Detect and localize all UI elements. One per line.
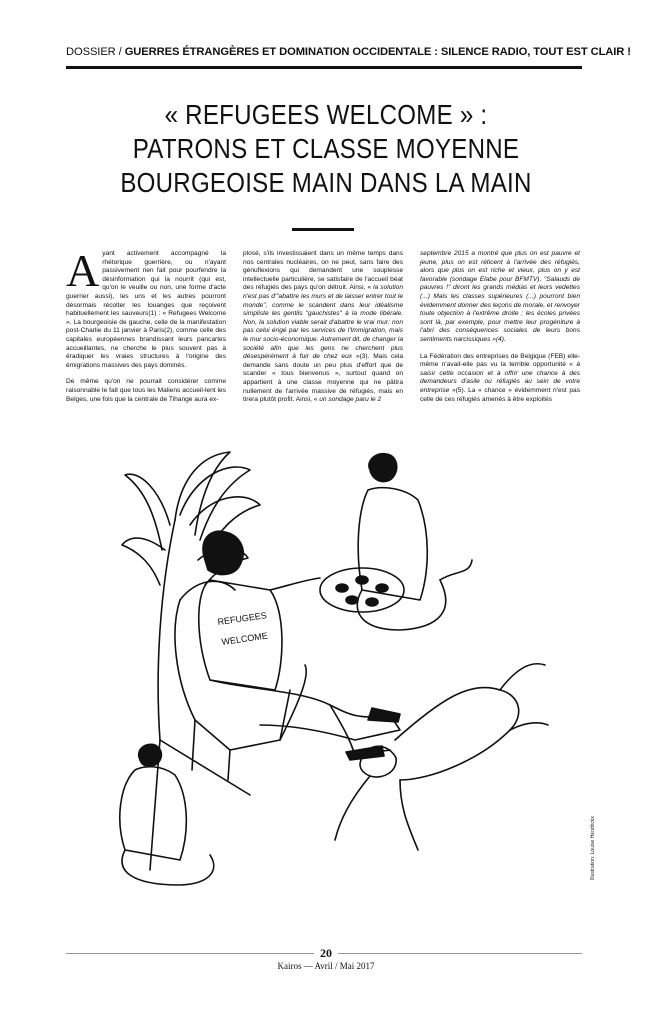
header-subtitle: GUERRES ÉTRANGÈRES ET DOMINATION OCCIDENTALE : SILENCE RADIO, TOUT EST CLAIR ! bbox=[124, 46, 631, 58]
title-line-3: BOURGEOISE MAIN DANS LA MAIN bbox=[120, 167, 532, 198]
text-run: plosé, s'ils investissaient dans un même temps dans nos centrales nucléaires, on ne peut, sans faire des génuflexions qui demandent une souplesse intellectuelle particulière, se satisfaire de l'accueil béat des réfugiés des pays qu'on détruit. Ainsi, « bbox=[243, 250, 403, 292]
text-run: La Fédération des entreprises de Belgique (FEB) elle-même n'avait-elle pas vu la terrible opportunité « bbox=[420, 352, 580, 369]
section-header bbox=[66, 46, 631, 64]
paragraph bbox=[66, 245, 226, 370]
article-column-2 bbox=[243, 250, 403, 413]
paragraph bbox=[420, 353, 580, 405]
title-line-2: PATRONS ET CLASSE MOYENNE bbox=[132, 133, 520, 164]
tray-man-drawing bbox=[320, 454, 472, 630]
publication-footer: Kairos — Avril / Mai 2017 bbox=[277, 961, 375, 971]
title-rule bbox=[292, 228, 354, 231]
article-column-3 bbox=[420, 250, 580, 412]
illustration bbox=[100, 440, 552, 910]
fan-holder-drawing bbox=[120, 740, 250, 885]
armchair-drawing bbox=[175, 581, 306, 780]
woman-figure-drawing bbox=[199, 531, 400, 760]
quote-run: à saisir cette occasion et à offrir une chance à des demandeurs d'asile ou réfugiés au sein de votre entreprise bbox=[420, 361, 580, 394]
palm-fan-drawing bbox=[122, 452, 260, 870]
article-column-1 bbox=[66, 245, 226, 412]
paragraph: septembre 2015 a montré que plus on est pauvre et jeune, plus on est réticent à l'arrivée des réfugiés, alors que plus on est riche et vieux, plus on y est favorable (sondage Elabe pour BFMTV). "Salauds de pauvres !" diront les grands médias et leurs vedettes (...) Mais les classes supérieures (...) pourront bien évidemment donner des leçons de morale, et renvoyer toute objection à l'extrême droite ; les écoles privées sont là, par exemple, pour mettre leur progéniture à l'abri des conséquences sociales de leurs bons sentiments narcissiques »(4). bbox=[420, 250, 580, 343]
paragraph: De même qu'on ne pourrait considérer comme raisonnable le fait que tous les Maliens accueil-lent les Belges, une fois que la centrale de Tihange aura ex- bbox=[66, 378, 226, 403]
illustration-credit: Illustration: Louise Hendrickx bbox=[590, 816, 596, 880]
quote-run: un sondage paru le 2 bbox=[317, 396, 382, 404]
page-number: 20 bbox=[314, 946, 338, 960]
page-number-wrap bbox=[0, 946, 652, 961]
paragraph bbox=[243, 250, 403, 405]
paragraph-text: yant activement accompagné la rhétorique guerrière, ou n'ayant passivement rien fait pour pourfendre la désinformation qui la nourrit (qui est, qu'on le veuille ou non, une forme d'acte guerrier aussi), les uns et les autres pourront désormais récolter les louanges que reçoivent habituellement les sauveurs(1) : « Refugees Welcome ». La bourgeoisie de gauche, celle de la manifestation post-Charlie du 11 janvier à Paris(2), comme celle des capitales européennes brandissant leurs pancartes accueillantes, ne cherche le plus souvent pas à éradiquer les vraies structures à l'origine des émigrations massives des pays dominés. bbox=[66, 250, 226, 369]
text-run: »(3). Mais cela demande sans doute un peu plus d'effort que de scander « tous bienvenus », surtout quand on appartient à une classe moyenne qui ne pâtira nullement de l'arrivée massive de réfugiés, mais en tirera plutôt profit. Ainsi, « bbox=[243, 353, 403, 404]
drop-cap: A bbox=[66, 245, 100, 296]
text-run: »(5). La « chance » évidemment n'est pas celle de ces réfugiés amenés à être exploités bbox=[420, 386, 580, 403]
shirt-text-2: WELCOME bbox=[220, 630, 269, 647]
quote-run: la solution n'est pas d'"abattre les murs et de laisser entrer tout le monde", comme le scandent dans leur idéalisme simpliste les gentils "gauchistes" à la mode libérale. Non, la solution viable serait d'abattre le vrai mur: non pas celui érigé par les services de l'Immigration, mais le mur socio-économique. Autrement dit, de changer la société afin que les gens ne cherchent plus désespérément à fuir de chez eux bbox=[243, 284, 403, 361]
article-title bbox=[80, 98, 572, 200]
header-category: DOSSIER / bbox=[66, 46, 125, 58]
header-rule bbox=[66, 66, 582, 69]
shirt-text-1: REFUGEES bbox=[216, 610, 268, 627]
title-line-1: « REFUGEES WELCOME » : bbox=[164, 99, 488, 130]
